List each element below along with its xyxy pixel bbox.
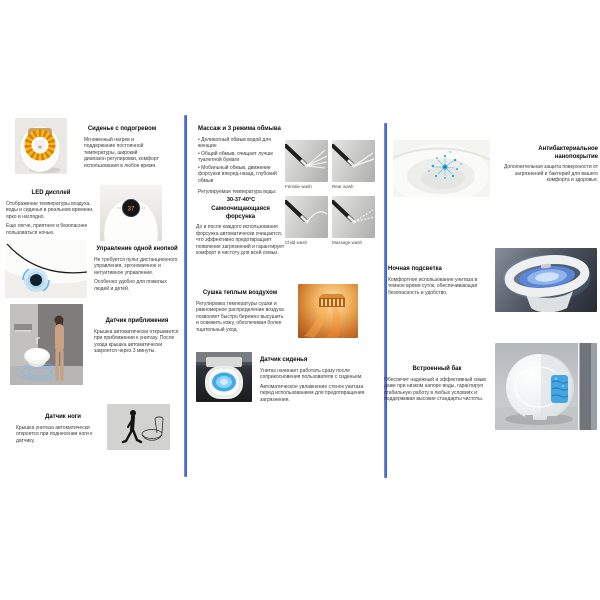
wash-modes-section (198, 126, 284, 203)
antibacterial-title: Антибактериальное нанопокрытие (538, 146, 598, 160)
foot-sensor-image (107, 404, 170, 450)
night-light-illustration (495, 248, 597, 312)
one-button-title: Управление одной кнопкой (96, 246, 178, 252)
column-divider-right (384, 123, 387, 478)
seat-sensor-text: Унитаз начинает работать сразу после соприкосновения пользователя с сиденьем. (260, 367, 363, 381)
wash-mode-massage (332, 196, 375, 245)
rear-wash-image (332, 140, 375, 182)
wash-modes-title: Массаж и 3 режима обмыва (198, 126, 281, 132)
one-button-illustration (5, 240, 87, 298)
heated-seat-section (84, 126, 160, 172)
antibacterial-illustration (393, 140, 490, 197)
proximity-sensor-illustration (10, 304, 83, 385)
seat-sensor-image (196, 352, 252, 402)
wash-modes-bullet-2: • Общий обмыв, очищает лучше туалетной бумаги (198, 150, 274, 164)
proximity-sensor-title: Датчик приближения (105, 318, 169, 324)
antibacterial-image (393, 140, 490, 197)
night-light-section (388, 266, 492, 299)
one-button-image (5, 240, 87, 298)
night-light-title: Ночная подсветка (388, 266, 442, 272)
heated-seat-image (15, 118, 67, 174)
built-in-tank-section (384, 366, 490, 406)
child-wash-label: Child wash (285, 240, 308, 245)
led-display-text: Отображение температуры воздуха, воды и сиденья в реальном времени, ярко и наглядно. (6, 200, 94, 220)
self-clean-title: Самоочищающаяся форсунка (211, 206, 270, 220)
led-display-section (6, 190, 96, 239)
warm-dry-text: Регулировка температуры сушки и равномерное распределение воздуха позволяет быстро бережно высушить и освежить кожу, обеспечивая более тщательный уход. (196, 300, 284, 333)
night-light-image (495, 248, 597, 312)
warm-dry-title: Сушка теплым воздухом (202, 290, 278, 296)
self-clean-section (196, 206, 285, 260)
foot-sensor-text: Крышка унитаза автоматически откроется при поднесении ноги к датчику. (16, 424, 93, 444)
wash-mode-female (285, 140, 328, 189)
built-in-tank-image (495, 343, 597, 430)
led-display-value: 37 (127, 206, 135, 213)
wash-mode-rear (332, 140, 375, 189)
seat-sensor-text-2: Автоматическое увлажнение стенок унитаза перед использованием для предотвращения загрязнения. (260, 383, 365, 403)
warm-dry-section (196, 290, 284, 336)
massage-wash-image (332, 196, 375, 238)
proximity-sensor-section (94, 318, 180, 358)
self-clean-text: До и после каждого использования форсунка автоматически очищается, что эффективно предотвращает появление загрязнений и гарантирует комфорт и чистоту для всей семьи. (196, 224, 285, 257)
warm-dry-illustration (298, 284, 358, 338)
foot-sensor-illustration (107, 404, 170, 450)
led-display-title: LED дисплей (31, 190, 71, 196)
led-display-text-2: Еще легче, приятнее и безопаснее пользоваться ночью. (6, 223, 88, 236)
wash-mode-child (285, 196, 328, 245)
water-temp-value: 30-37-40°C (226, 196, 256, 203)
led-display-illustration (100, 185, 162, 241)
water-temp-label: Регулируемая температура воды: (198, 188, 277, 195)
seat-sensor-section (260, 357, 376, 406)
massage-wash-label: Massage wash (332, 240, 363, 245)
child-wash-image (285, 196, 328, 238)
built-in-tank-text: Обеспечит надежный и эффективный смыв даже при низком напоре воды, гарантируя стабильную работу в любых условиях и поддерживая высокие стандарты чистоты. (384, 376, 486, 403)
built-in-tank-illustration (495, 343, 597, 430)
proximity-sensor-image (10, 304, 83, 385)
led-display-image (100, 185, 162, 241)
seat-sensor-illustration (196, 352, 252, 402)
one-button-text-2: Особенно удобно для пожилых людей и детей. (94, 279, 167, 292)
night-light-text: Комфортное использование унитаза в темное время суток, обеспечивающая безопасность и удобство. (388, 276, 478, 296)
seat-sensor-title: Датчик сиденья (260, 357, 308, 363)
built-in-tank-title: Встроенный бак (412, 366, 462, 372)
foot-sensor-title: Датчик ноги (45, 414, 81, 420)
wash-modes-bullet-3: • Мобильный обмыв, движение форсунки вперед-назад, глубокий обмыв (198, 164, 277, 185)
column-divider-left (184, 115, 187, 477)
one-button-text: Не требуется пульт дистанционного управления, эргономичное и интуитивное управление. (94, 256, 178, 276)
heated-seat-title: Сиденье с подогревом (87, 126, 157, 132)
one-button-section (94, 246, 180, 295)
heated-seat-text: Мгновенный нагрев и поддержание постоянной температуры, широкий диапазон регулировки, комфорт использования в любое время. (84, 136, 159, 169)
female-wash-image (285, 140, 328, 182)
antibacterial-section (498, 146, 598, 187)
warm-dry-image (298, 284, 358, 338)
wash-modes-bullet-1: • Деликатный обмыв водой для женщин (198, 136, 271, 150)
rear-wash-label: Rear wash (332, 184, 354, 189)
foot-sensor-section (16, 414, 110, 447)
antibacterial-text: Дополнительная защита поверхности от загрязнений и бактерий для вашего комфорта и здоровья. (503, 164, 598, 184)
heated-seat-illustration (15, 118, 67, 174)
proximity-sensor-text: Крышка автоматически открывается при приближении к унитазу. После ухода крышка автоматически закроется через 3 минуты. (94, 328, 179, 355)
female-wash-label: Female wash (285, 184, 312, 189)
